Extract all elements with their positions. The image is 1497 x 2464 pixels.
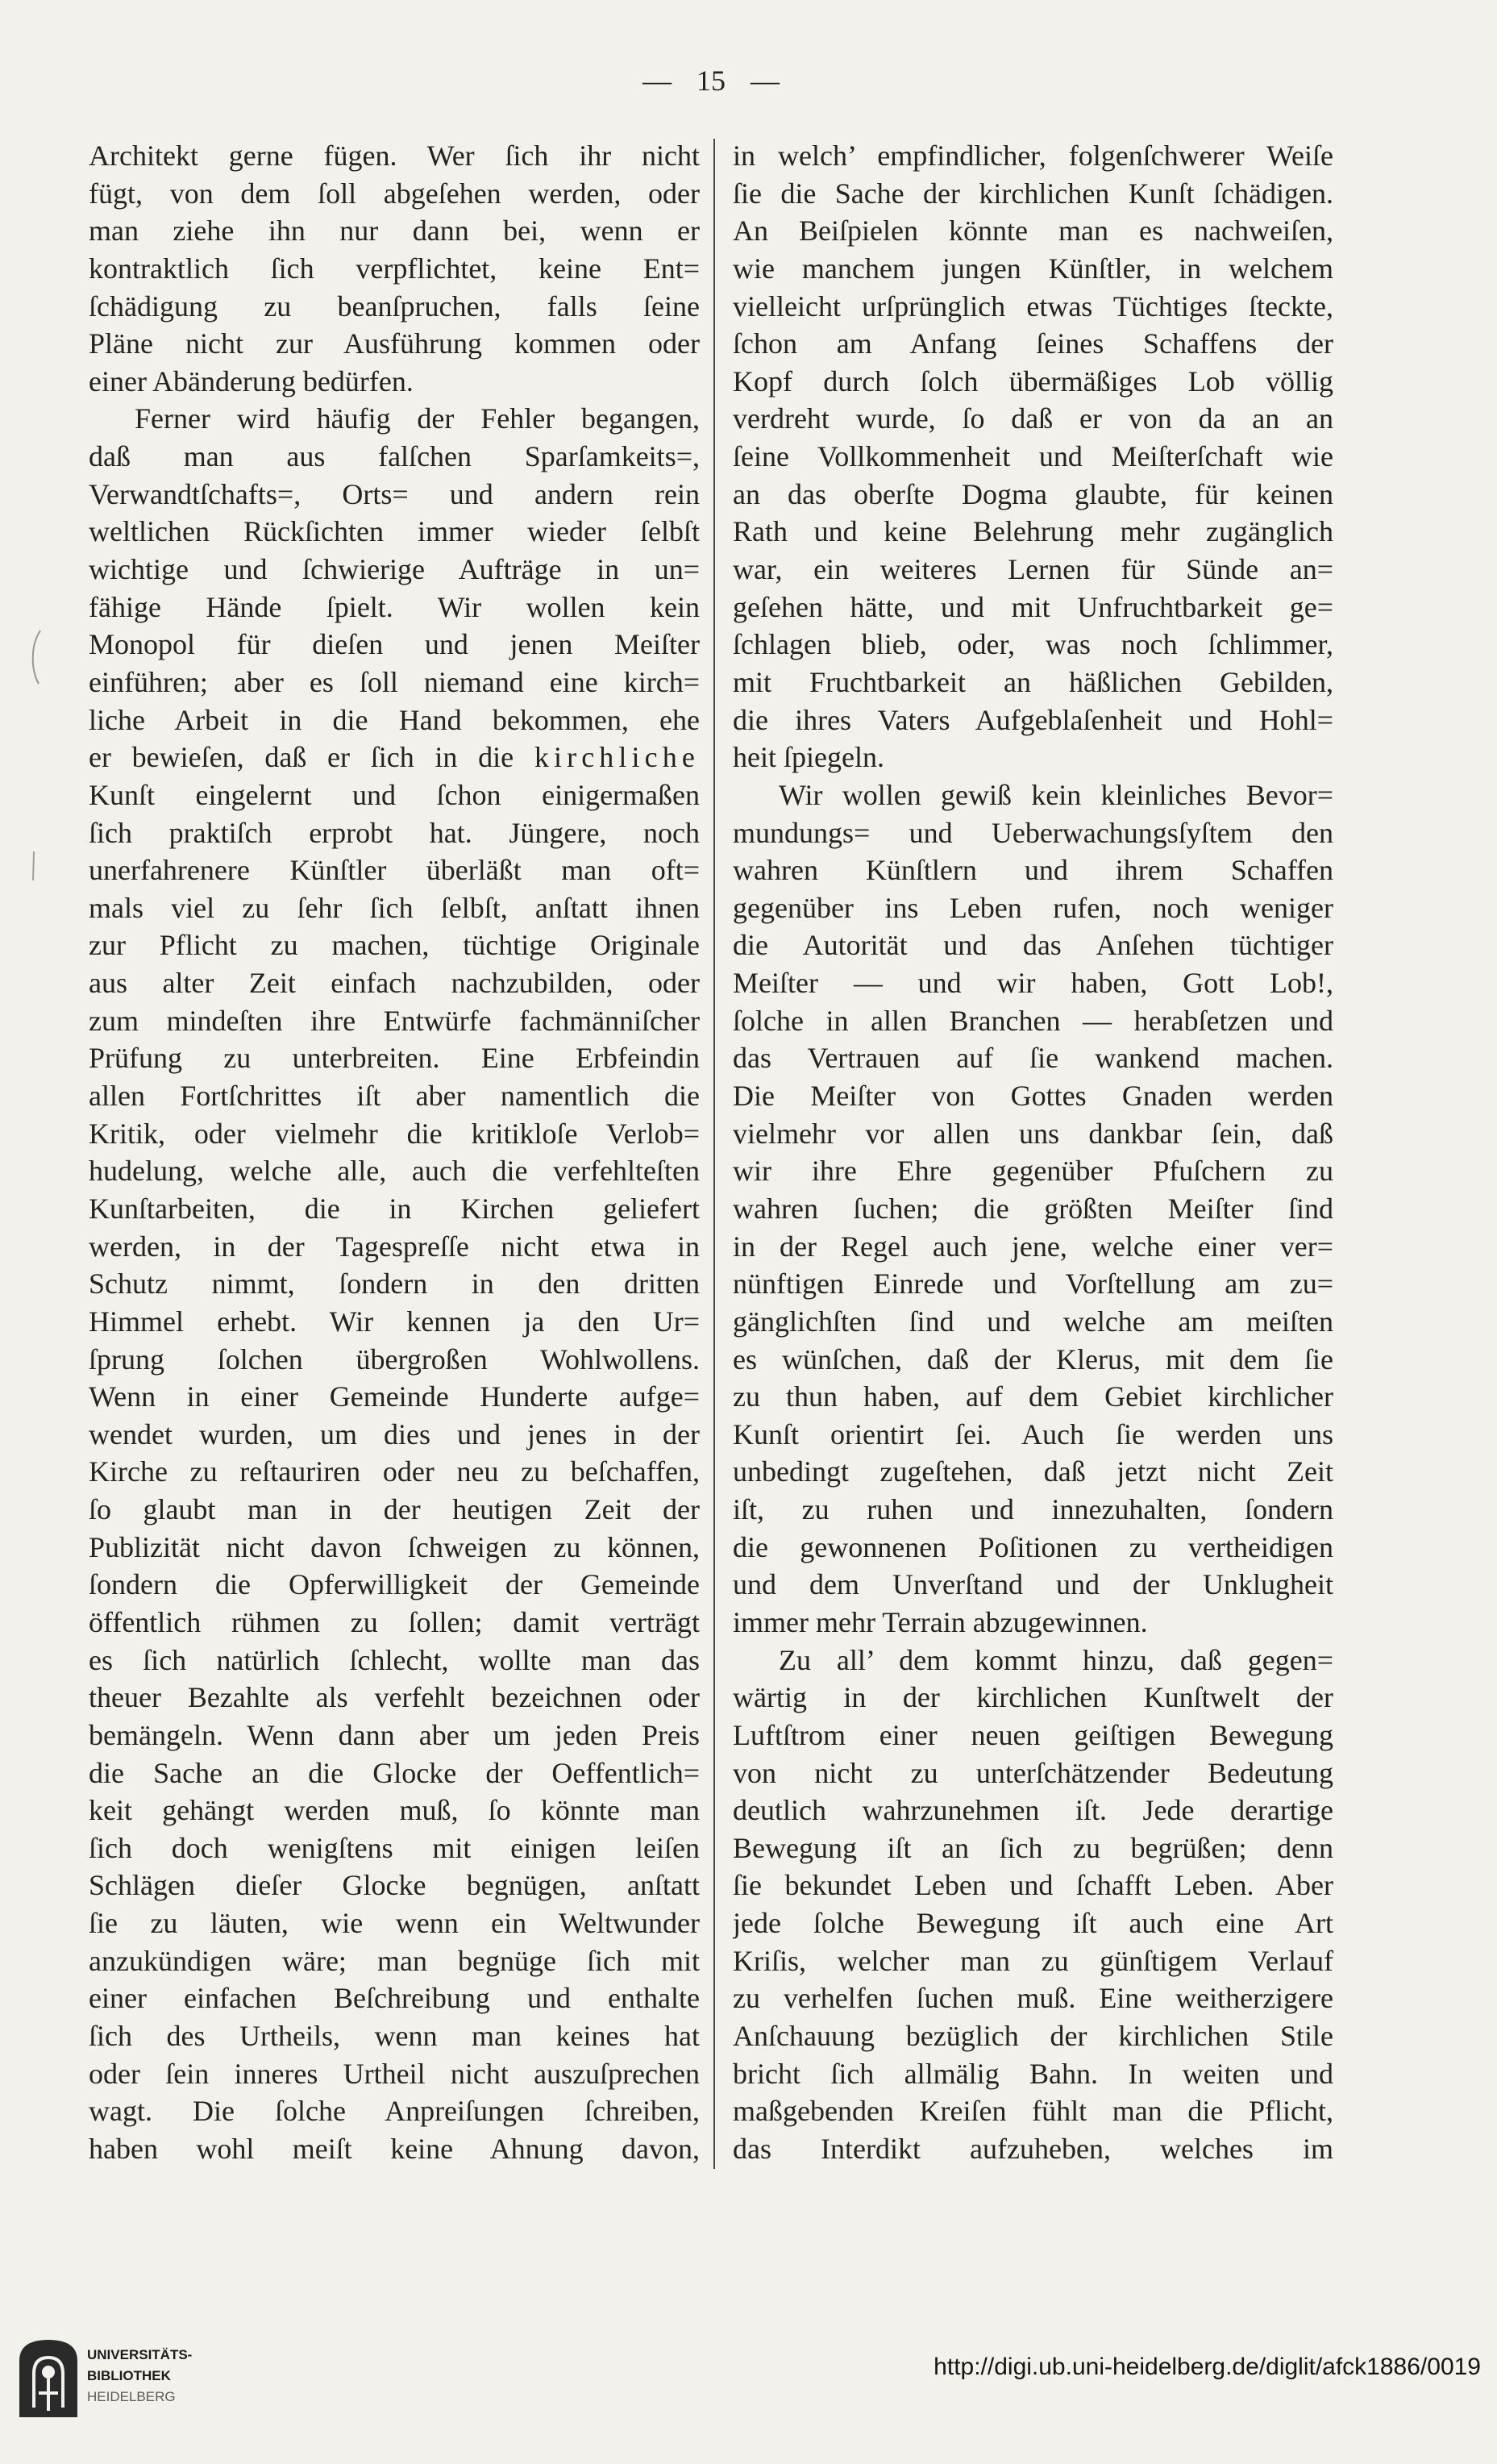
- text-line: wärtig in der kirchlichen Kunſtwelt der: [733, 1681, 1333, 1714]
- text-line: zur Pflicht zu machen, tüchtige Originale: [89, 929, 700, 962]
- text-line: wendet wurden, um dies und jenes in der: [89, 1417, 700, 1451]
- text-line: Luftſtrom einer neuen geiſtigen Bewegung: [733, 1718, 1333, 1751]
- text-line: immer mehr Terrain abzugewinnen.: [733, 1605, 1148, 1638]
- text-line: geſehen hätte, und mit Unfruchtbarkeit ge=: [733, 590, 1333, 623]
- text-line: es wünſchen, daß der Klerus, mit dem ſie: [733, 1342, 1333, 1376]
- text-line: vielmehr vor allen uns dankbar ſein, daß: [733, 1117, 1333, 1150]
- text-line: Kirche zu reſtauriren oder neu zu beſchaffen,: [89, 1455, 700, 1488]
- text-line: Schlägen dieſer Glocke begnügen, anſtatt: [89, 1869, 700, 1902]
- text-line: zum mindeſten ihre Entwürfe fachmänniſcher: [89, 1004, 700, 1037]
- text-line: gegenüber ins Leben rufen, noch weniger: [733, 891, 1333, 924]
- text-line: die ihres Vaters Aufgeblaſenheit und Hohl=: [733, 703, 1333, 736]
- text-line: die gewonnenen Poſitionen zu vertheidigen: [733, 1530, 1333, 1563]
- page-number: — 15 —: [642, 65, 780, 97]
- text-line: Kriſis, welcher man zu günſtigem Verlauf: [733, 1944, 1333, 1977]
- text-line: mals viel zu ſehr ſich ſelbſt, anſtatt ihnen: [89, 891, 700, 924]
- text-line: in der Regel auch jene, welche einer ver=: [733, 1230, 1333, 1263]
- text-line: unerfahrenere Künſtler überläßt man oft=: [89, 854, 700, 887]
- text-line: theuer Bezahlte als verfehlt bezeichnen oder: [89, 1681, 700, 1714]
- university-library-seal-icon: [15, 2337, 82, 2420]
- text-line: einer Abänderung bedürfen.: [89, 364, 414, 397]
- text-line: Kunſt eingelernt und ſchon einigermaßen: [89, 778, 700, 811]
- text-line: und dem Unverſtand und der Unklugheit: [733, 1568, 1333, 1601]
- text-line: gänglichſten ſind und welche am meiſten: [733, 1305, 1333, 1338]
- text-line: Die Meiſter von Gottes Gnaden werden: [733, 1080, 1333, 1113]
- text-line: jede ſolche Bewegung iſt auch eine Art: [733, 1907, 1333, 1940]
- left-text-column: [89, 137, 700, 2168]
- text-line: hudelung, welche alle, auch die verfehlteſten: [89, 1155, 700, 1188]
- text-line: wie manchem jungen Künſtler, in welchem: [733, 252, 1333, 285]
- text-line: Pläne nicht zur Ausführung kommen oder: [89, 327, 700, 360]
- text-line: maßgebenden Kreiſen fühlt man die Pflicht,: [733, 2095, 1333, 2128]
- library-name: [87, 2345, 192, 2408]
- text-line: verdreht wurde, ſo daß er von da an an: [733, 402, 1333, 435]
- text-line: Kunſtarbeiten, die in Kirchen geliefert: [89, 1192, 700, 1225]
- text-line: nünftigen Einrede und Vorſtellung am zu=: [733, 1267, 1333, 1301]
- text-line: aus alter Zeit einfach nachzubilden, oder: [89, 967, 700, 1000]
- text-line: ſondern die Opferwilligkeit der Gemeinde: [89, 1568, 700, 1601]
- text-line: einer einfachen Beſchreibung und enthalte: [89, 1982, 700, 2015]
- text-line: wichtige und ſchwierige Aufträge in un=: [89, 553, 700, 586]
- library-name-line: UNIVERSITÄTS-: [87, 2347, 193, 2362]
- text-line: Bewegung iſt an ſich zu begrüßen; denn: [733, 1831, 1333, 1864]
- text-line: in welch’ empfindlicher, folgenſchwerer Weiſe: [733, 139, 1333, 172]
- text-line: kontraktlich ſich verpflichtet, keine Ent=: [89, 252, 700, 285]
- text-line: werden, in der Tagespreſſe nicht etwa in: [89, 1230, 700, 1263]
- text-line: von nicht zu unterſchätzender Bedeutung: [733, 1756, 1333, 1789]
- text-line: Kopf durch ſolch übermäßiges Lob völlig: [733, 364, 1333, 397]
- text-line: oder ſein inneres Urtheil nicht auszuſprechen: [89, 2057, 700, 2090]
- text-line: weltlichen Rückſichten immer wieder ſelbſt: [89, 515, 700, 548]
- text-line: Monopol für dieſen und jenen Meiſter: [89, 628, 700, 661]
- text-line: mit Fruchtbarkeit an häßlichen Gebilden,: [733, 665, 1333, 698]
- text-line: man ziehe ihn nur dann bei, wenn er: [89, 214, 700, 248]
- text-line: wir ihre Ehre gegenüber Pfuſchern zu: [733, 1155, 1333, 1188]
- text-line: Ferner wird häufig der Fehler begangen,: [135, 402, 700, 435]
- text-line: An Beiſpielen könnte man es nachweiſen,: [733, 214, 1333, 248]
- text-line: ſchädigung zu beanſpruchen, falls ſeine: [89, 289, 700, 323]
- text-line: Rath und keine Belehrung mehr zugänglich: [733, 515, 1333, 548]
- text-line: an das oberſte Dogma glaubte, für keinen: [733, 477, 1333, 510]
- text-line: Verwandtſchafts=, Orts= und andern rein: [89, 477, 700, 510]
- text-line: bemängeln. Wenn dann aber um jeden Preis: [89, 1718, 700, 1751]
- right-text-column: [733, 137, 1333, 2168]
- text-line: ſolche in allen Branchen — herabſetzen und: [733, 1004, 1333, 1037]
- text-line: deutlich wahrzunehmen iſt. Jede derartige: [733, 1794, 1333, 1827]
- text-line: fügt, von dem ſoll abgeſehen werden, oder: [89, 177, 700, 210]
- text-line: Prüfung zu unterbreiten. Eine Erbfeindin: [89, 1042, 700, 1075]
- text-line: haben wohl meiſt keine Ahnung davon,: [89, 2132, 700, 2165]
- margin-pencil-mark: [24, 621, 48, 895]
- text-line: ſich des Urtheils, wenn man keines hat: [89, 2020, 700, 2053]
- text-line: Kritik, oder vielmehr die kritikloſe Verlob=: [89, 1117, 700, 1150]
- text-line: einführen; aber es ſoll niemand eine kirch=: [89, 665, 700, 698]
- text-line: war, ein weiteres Lernen für Sünde an=: [733, 553, 1333, 586]
- text-line: ſeine Vollkommenheit und Meiſterſchaft wie: [733, 440, 1333, 473]
- text-line: wahren Künſtlern und ihrem Schaffen: [733, 854, 1333, 887]
- text-line: liche Arbeit in die Hand bekommen, ehe: [89, 703, 700, 736]
- text-line: iſt, zu ruhen und innezuhalten, ſondern: [733, 1493, 1333, 1526]
- text-line: Meiſter — und wir haben, Gott Lob!,: [733, 967, 1333, 1000]
- text-line: ſich doch wenigſtens mit einigen leiſen: [89, 1831, 700, 1864]
- text-line: anzukündigen wäre; man begnüge ſich mit: [89, 1944, 700, 1977]
- text-line: die Sache an die Glocke der Oeffentlich=: [89, 1756, 700, 1789]
- text-line: ſchlagen blieb, oder, was noch ſchlimmer,: [733, 628, 1333, 661]
- text-line: heit ſpiegeln.: [733, 741, 884, 774]
- library-name-line: BIBLIOTHEK: [87, 2368, 171, 2383]
- text-line: wagt. Die ſolche Anpreiſungen ſchreiben,: [89, 2095, 700, 2128]
- text-line: Publizität nicht davon ſchweigen zu können,: [89, 1530, 700, 1563]
- text-segment: er bewieſen, daß er ſich in die: [89, 741, 534, 774]
- text-line: ſich praktiſch erprobt hat. Jüngere, noch: [89, 816, 700, 849]
- text-line: ſprung ſolchen übergroßen Wohlwollens.: [89, 1342, 700, 1376]
- text-line: das Vertrauen auf ſie wankend machen.: [733, 1042, 1333, 1075]
- text-line: ſie die Sache der kirchlichen Kunſt ſchädigen.: [733, 177, 1333, 210]
- text-line: Schutz nimmt, ſondern in den dritten: [89, 1267, 700, 1301]
- column-divider: [713, 139, 715, 2169]
- text-line: das Interdikt aufzuheben, welches im: [733, 2132, 1333, 2165]
- library-name-line: HEIDELBERG: [87, 2389, 176, 2404]
- text-line: die Autorität und das Anſehen tüchtiger: [733, 929, 1333, 962]
- text-line: vielleicht urſprünglich etwas Tüchtiges ſteckte,: [733, 289, 1333, 323]
- text-line: mundungs= und Ueberwachungsſyſtem den: [733, 816, 1333, 849]
- text-line: Kunſt orientirt ſei. Auch ſie werden uns: [733, 1417, 1333, 1451]
- text-line: es ſich natürlich ſchlecht, wollte man das: [89, 1643, 700, 1676]
- text-line: ſie bekundet Leben und ſchafft Leben. Aber: [733, 1869, 1333, 1902]
- text-line: Wir wollen gewiß kein kleinliches Bevor=: [779, 778, 1333, 811]
- emphasized-word: kirchliche: [534, 741, 700, 774]
- text-line: daß man aus falſchen Sparſamkeits=,: [89, 440, 700, 473]
- text-line: unbedingt zugeſtehen, daß jetzt nicht Zeit: [733, 1455, 1333, 1488]
- source-url: http://digi.ub.uni-heidelberg.de/diglit/afck1886/0019: [934, 2354, 1481, 2380]
- text-line: ſchon am Anfang ſeines Schaffens der: [733, 327, 1333, 360]
- text-line: Anſchauung bezüglich der kirchlichen Stile: [733, 2020, 1333, 2053]
- text-line: zu thun haben, auf dem Gebiet kirchlicher: [733, 1380, 1333, 1413]
- text-line: Himmel erhebt. Wir kennen ja den Ur=: [89, 1305, 700, 1338]
- text-line: Architekt gerne fügen. Wer ſich ihr nicht: [89, 139, 700, 172]
- text-line: bricht ſich allmälig Bahn. In weiten und: [733, 2057, 1333, 2090]
- text-line: Wenn in einer Gemeinde Hunderte aufge=: [89, 1380, 700, 1413]
- text-line: keit gehängt werden muß, ſo könnte man: [89, 1794, 700, 1827]
- text-line: zu verhelfen ſuchen muß. Eine weitherzigere: [733, 1982, 1333, 2015]
- text-line: ſo glaubt man in der heutigen Zeit der: [89, 1493, 700, 1526]
- text-line: öffentlich rühmen zu ſollen; damit verträgt: [89, 1605, 700, 1638]
- text-line: [89, 739, 700, 776]
- text-line: Zu all’ dem kommt hinzu, daß gegen=: [779, 1643, 1333, 1676]
- text-line: fähige Hände ſpielt. Wir wollen kein: [89, 590, 700, 623]
- text-line: ſie zu läuten, wie wenn ein Weltwunder: [89, 1907, 700, 1940]
- text-line: allen Fortſchrittes iſt aber namentlich die: [89, 1080, 700, 1113]
- text-line: wahren ſuchen; die größten Meiſter ſind: [733, 1192, 1333, 1225]
